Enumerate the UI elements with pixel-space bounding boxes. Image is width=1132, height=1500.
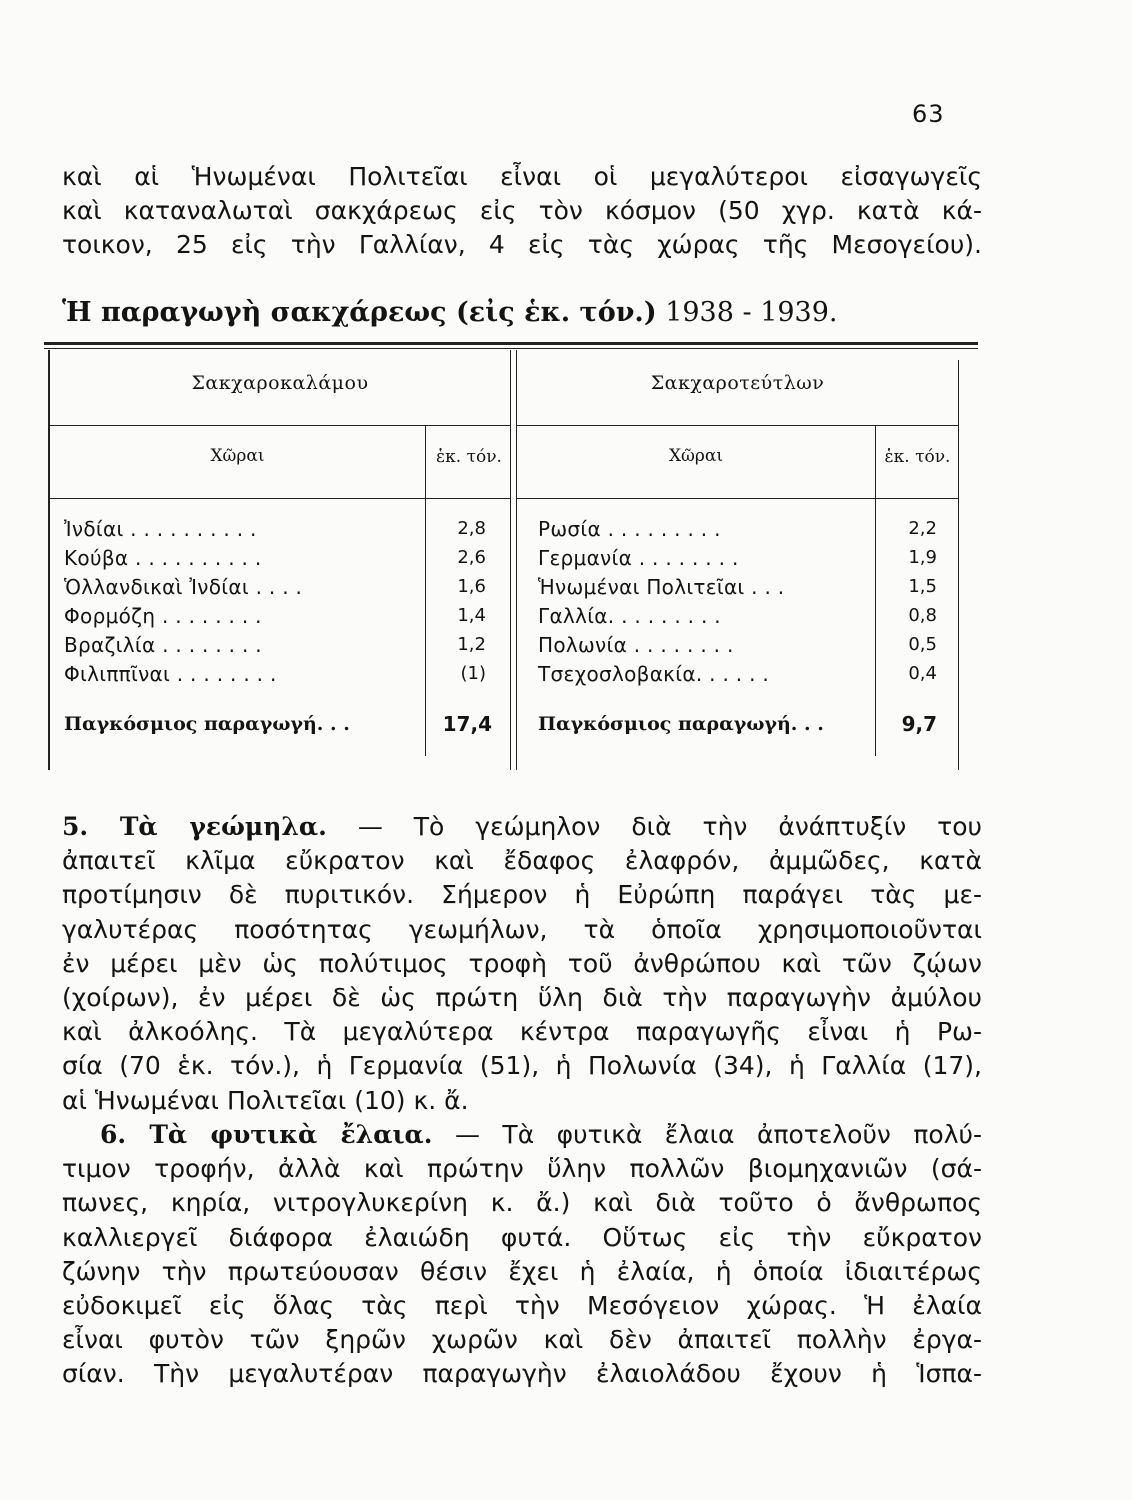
total-label: Παγκόσμιος παραγωγή. . . xyxy=(64,713,350,735)
section-title: 6. Τὰ φυτικὰ ἔλαια. xyxy=(100,1120,433,1149)
table-row-value: 1,5 xyxy=(908,576,937,597)
group-title-beet: Σακχαροτεύτλων xyxy=(650,372,825,394)
text-line: ἐν μέρει μὲν ὡς πολύτιμος τροφὴ τοῦ ἀνθρώπου καὶ τῶν ζῴων xyxy=(62,948,982,978)
text-line: προτίμησιν δὲ πυριτικόν. Σήμερον ἡ Εὐρώπη παράγει τὰς με- xyxy=(62,880,982,910)
table-row-name: Γερμανία . . . . . . . . xyxy=(538,546,739,570)
sugar-production-table xyxy=(44,342,978,772)
table-row-value: (1) xyxy=(460,663,486,684)
text-run: — Τὰ φυτικὰ ἔλαια ἀποτελοῦν πολύ- xyxy=(454,1120,982,1149)
table-row-value: 0,4 xyxy=(908,663,937,684)
total-value: 17,4 xyxy=(442,712,492,736)
group-title-cane: Σακχαροκαλάμου xyxy=(191,372,369,394)
rule xyxy=(516,350,517,770)
col-head-value: ἑκ. τόν. xyxy=(436,447,502,467)
text-line: καὶ αἱ Ἡνωμέναι Πολιτεῖαι εἶναι οἱ μεγαλύτεροι εἰσαγωγεῖς xyxy=(62,162,982,191)
text-line xyxy=(62,810,982,844)
table-row-name: Ἡνωμέναι Πολιτεῖαι . . . xyxy=(538,575,785,599)
text-run: — Τὸ γεώμηλον διὰ τὴν ἀνάπτυξίν του xyxy=(357,812,982,841)
text-line: καὶ ἀλκοόλης. Τὰ μεγαλύτερα κέντρα παραγωγῆς εἶναι ἡ Ρω- xyxy=(62,1017,982,1047)
section-vegetable-oils xyxy=(62,1118,982,1392)
text-line: σίαν. Τὴν μεγαλυτέραν παραγωγὴν ἐλαιολάδου ἔχουν ἡ Ἱσπα- xyxy=(62,1359,982,1389)
text-line: σία (70 ἑκ. τόν.), ἡ Γερμανία (51), ἡ Πολωνία (34), ἡ Γαλλία (17), xyxy=(62,1051,982,1081)
text-line: πωνες, κηρία, νιτρογλυκερίνη κ. ἄ.) καὶ διὰ τοῦτο ὁ ἄνθρωπος xyxy=(62,1188,982,1218)
intro-paragraph xyxy=(62,160,982,263)
table-row-name: Φορμόζη . . . . . . . . xyxy=(64,604,262,628)
col-head-country: Χῶραι xyxy=(668,446,724,466)
table-row-name: Τσεχοσλοβακία. . . . . . xyxy=(538,662,770,686)
text-line: καὶ καταναλωταὶ σακχάρεως εἰς τὸν κόσμον (50 χγρ. κατὰ κά- xyxy=(62,196,982,226)
table-row-value: 1,9 xyxy=(908,547,937,568)
total-value: 9,7 xyxy=(901,712,937,736)
text-line xyxy=(62,1118,982,1152)
table-heading xyxy=(62,297,942,328)
col-head-value: ἑκ. τόν. xyxy=(884,447,951,467)
rule xyxy=(50,425,510,426)
table-row-value: 1,4 xyxy=(457,605,486,626)
table-row-value: 0,5 xyxy=(908,634,937,655)
rule xyxy=(958,360,959,770)
table-row-value: 1,6 xyxy=(457,576,486,597)
table-row-name: Ἰνδίαι . . . . . . . . . . xyxy=(64,517,257,541)
table-row-name: Φιλιππῖναι . . . . . . . . xyxy=(64,662,277,686)
text-line: εἶναι φυτὸν τῶν ξηρῶν χωρῶν καὶ δὲν ἀπαιτεῖ πολλὴν ἐργα- xyxy=(62,1325,982,1355)
text-line: ἀπαιτεῖ κλῖμα εὔκρατον καὶ ἔδαφος ἐλαφρόν, ἀμμῶδες, κατὰ xyxy=(62,846,982,876)
rule xyxy=(48,350,50,770)
rule xyxy=(517,425,958,426)
section-title: 5. Τὰ γεώμηλα. xyxy=(62,812,327,841)
rule xyxy=(425,426,426,756)
section-potatoes xyxy=(62,810,982,1118)
rule xyxy=(517,498,958,499)
table-row-name: Πολωνία . . . . . . . . xyxy=(538,633,734,657)
table-row-name: Γαλλία. . . . . . . . . xyxy=(538,604,721,628)
rule xyxy=(44,342,978,345)
table-row-value: 2,8 xyxy=(457,518,486,539)
page-number: 63 xyxy=(912,100,945,128)
table-row-value: 2,6 xyxy=(457,547,486,568)
total-label: Παγκόσμιος παραγωγή. . . xyxy=(538,713,824,735)
table-row-name: Ὁλλανδικαὶ Ἰνδίαι . . . . xyxy=(64,575,303,599)
text-line: καλλιεργεῖ διάφορα ἐλαιώδη φυτά. Οὕτως εἰς τὴν εὔκρατον xyxy=(62,1222,982,1252)
table-row-value: 1,2 xyxy=(457,634,486,655)
table-row-value: 0,8 xyxy=(908,605,937,626)
table-years: 1938 - 1939. xyxy=(665,297,838,328)
rule xyxy=(875,426,876,756)
table-row-name: Κούβα . . . . . . . . . . xyxy=(64,546,262,570)
text-line: ζώνην τὴν πρωτεύουσαν θέσιν ἔχει ἡ ἐλαία, ἡ ὁποία ἰδιαιτέρως xyxy=(62,1256,982,1286)
table-row-name: Βραζιλία . . . . . . . . xyxy=(64,633,262,657)
col-head-country: Χῶραι xyxy=(210,446,265,466)
text-line: τοικον, 25 εἰς τὴν Γαλλίαν, 4 εἰς τὰς χώρας τῆς Μεσογείου). xyxy=(62,230,982,260)
table-row-name: Ρωσία . . . . . . . . . xyxy=(538,517,721,541)
table-row-value: 2,2 xyxy=(908,518,937,539)
text-line: αἱ Ἡνωμέναι Πολιτεῖαι (10) κ. ἄ. xyxy=(62,1085,469,1115)
rule xyxy=(510,350,511,770)
rule xyxy=(50,498,510,499)
table-title: Ἡ παραγωγὴ σακχάρεως (εἰς ἑκ. τόν.) xyxy=(62,297,657,328)
text-line: γαλυτέρας ποσότητας γεωμήλων, τὰ ὁποῖα χρησιμοποιοῦνται xyxy=(62,914,982,944)
text-line: εὐδοκιμεῖ εἰς ὅλας τὰς περὶ τὴν Μεσόγειον χώρας. Ἡ ἐλαία xyxy=(62,1291,982,1321)
text-line: (χοίρων), ἐν μέρει δὲ ὡς πρώτη ὕλη διὰ τὴν παραγωγὴν ἀμύλου xyxy=(62,983,982,1013)
rule xyxy=(44,348,978,349)
text-line: τιμον τροφήν, ἀλλὰ καὶ πρώτην ὕλην πολλῶν βιομηχανιῶν (σά- xyxy=(62,1154,982,1184)
